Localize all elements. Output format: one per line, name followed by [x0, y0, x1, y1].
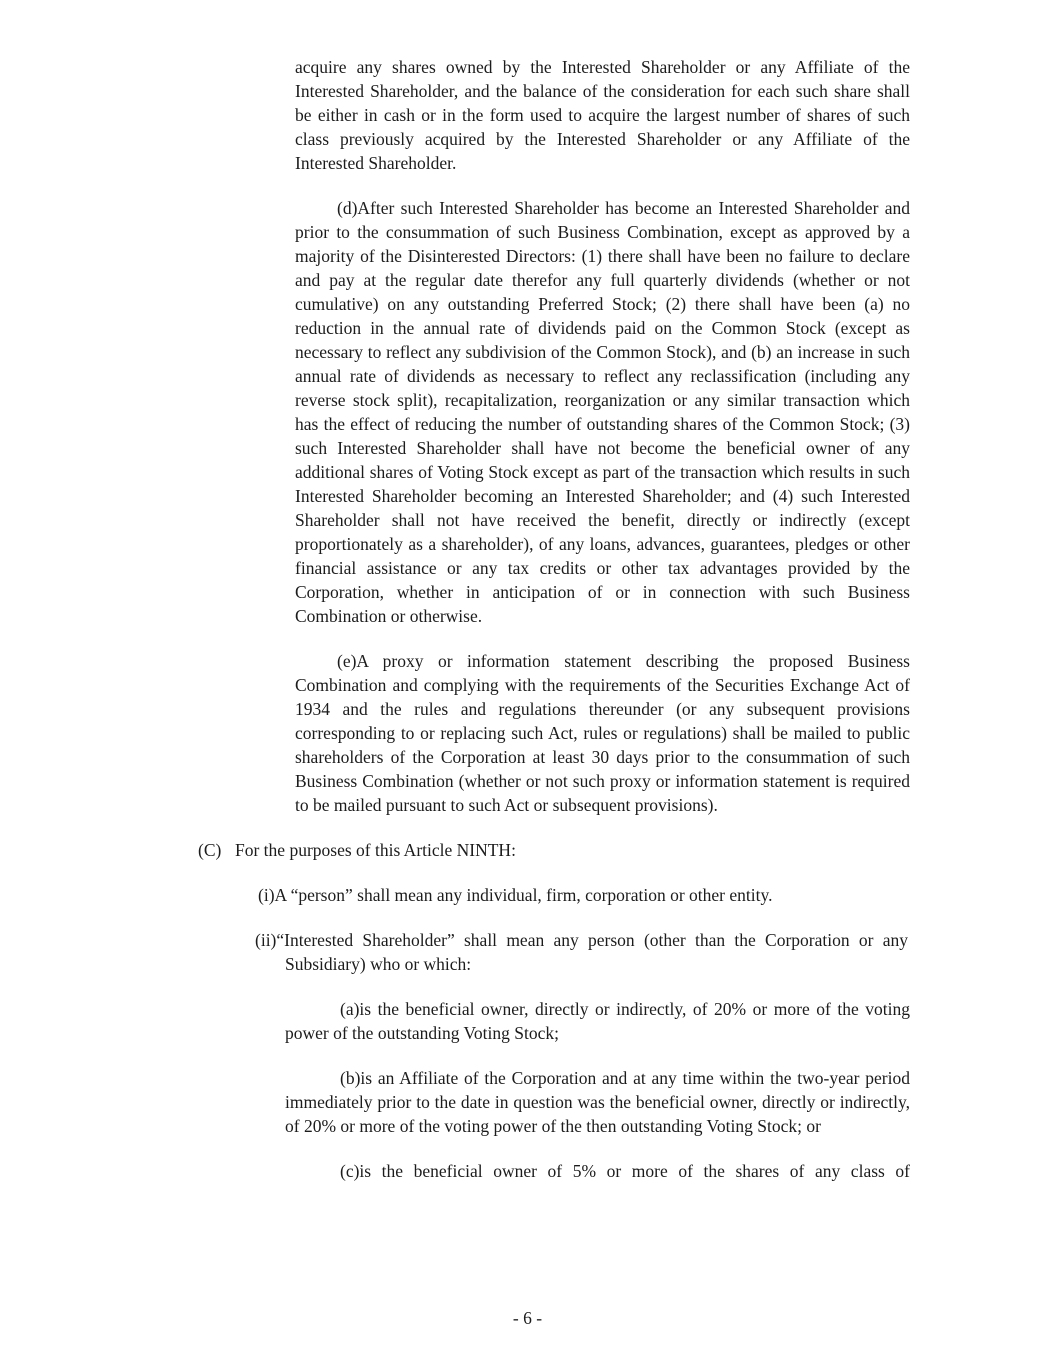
paragraph-d: (d)After such Interested Shareholder has become an Interested Shareholder and prior to the consummation of such Business Combination, except as approved by a majority of the Disinterested Directors: (1) there shall have been no failure to declare and pay at the regular date therefor any full quarterly dividends (whether or not cumulative) on any outstanding Preferred Stock; (2) there shall have been (a) no reduction in the annual rate of dividends paid on the Common Stock (except as necessary to reflect any subdivision of the Common Stock), and (b) an increase in such annual rate of dividends as necessary to reflect any reclassification (including any reverse stock split), recapitalization, reorganization or any similar transaction which has the effect of reducing the number of outstanding shares of the Common Stock; (3) such Interested Shareholder shall have not become the beneficial owner of any additional shares of Voting Stock except as part of the transaction which results in such Interested Shareholder becoming an Interested Shareholder; and (4) such Interested Shareholder shall not have received the benefit, directly or indirectly (except proportionately as a shareholder), of any loans, advances, guarantees, pledges or other financial assistance or any tax credits or other tax advantages provided by the Corporation, whether in anticipation of or in connection with such Business Combination or otherwise.	[295, 198, 910, 626]
section-c-heading	[198, 838, 1055, 862]
definition-item-b: (b)is an Affiliate of the Corporation and at any time within the two-year period immediately prior to the date in question was the beneficial owner, directly or indirectly, of 20% or more of the voting power of the then outstanding Voting Stock; or	[285, 1068, 910, 1136]
section-c-text: For the purposes of this Article NINTH:	[235, 840, 516, 860]
definition-item-c: (c)is the beneficial owner of 5% or more of the shares of any class of	[340, 1161, 910, 1181]
page-number: - 6 -	[512, 1308, 543, 1328]
paragraph-c-continuation: acquire any shares owned by the Interested Shareholder or any Affiliate of the Interested Shareholder, and the balance of the consideration for each such share shall be either in cash or in the form used to acquire the largest number of shares of such class previously acquired by the Interested Shareholder or any Affiliate of the Interested Shareholder.	[295, 57, 910, 173]
definition-item-a: (a)is the beneficial owner, directly or indirectly, of 20% or more of the voting power of the outstanding Voting Stock;	[285, 999, 910, 1043]
paragraph-e: (e)A proxy or information statement describing the proposed Business Combination and complying with the requirements of the Securities Exchange Act of 1934 and the rules and regulations thereunder (or any subsequent provisions corresponding to or replacing such Act, rules or regulations) shall be mailed to public shareholders of the Corporation at least 30 days prior to the consummation of such Business Combination (whether or not such proxy or information statement is required to be mailed pursuant to such Act or subsequent provisions).	[295, 651, 910, 815]
section-c-marker: (C)	[198, 840, 222, 860]
definition-item-ii: (ii)“Interested Shareholder” shall mean any person (other than the Corporation or any Subsidiary) who or which:	[255, 930, 908, 974]
definition-item-i: (i)A “person” shall mean any individual, firm, corporation or other entity.	[258, 885, 773, 905]
